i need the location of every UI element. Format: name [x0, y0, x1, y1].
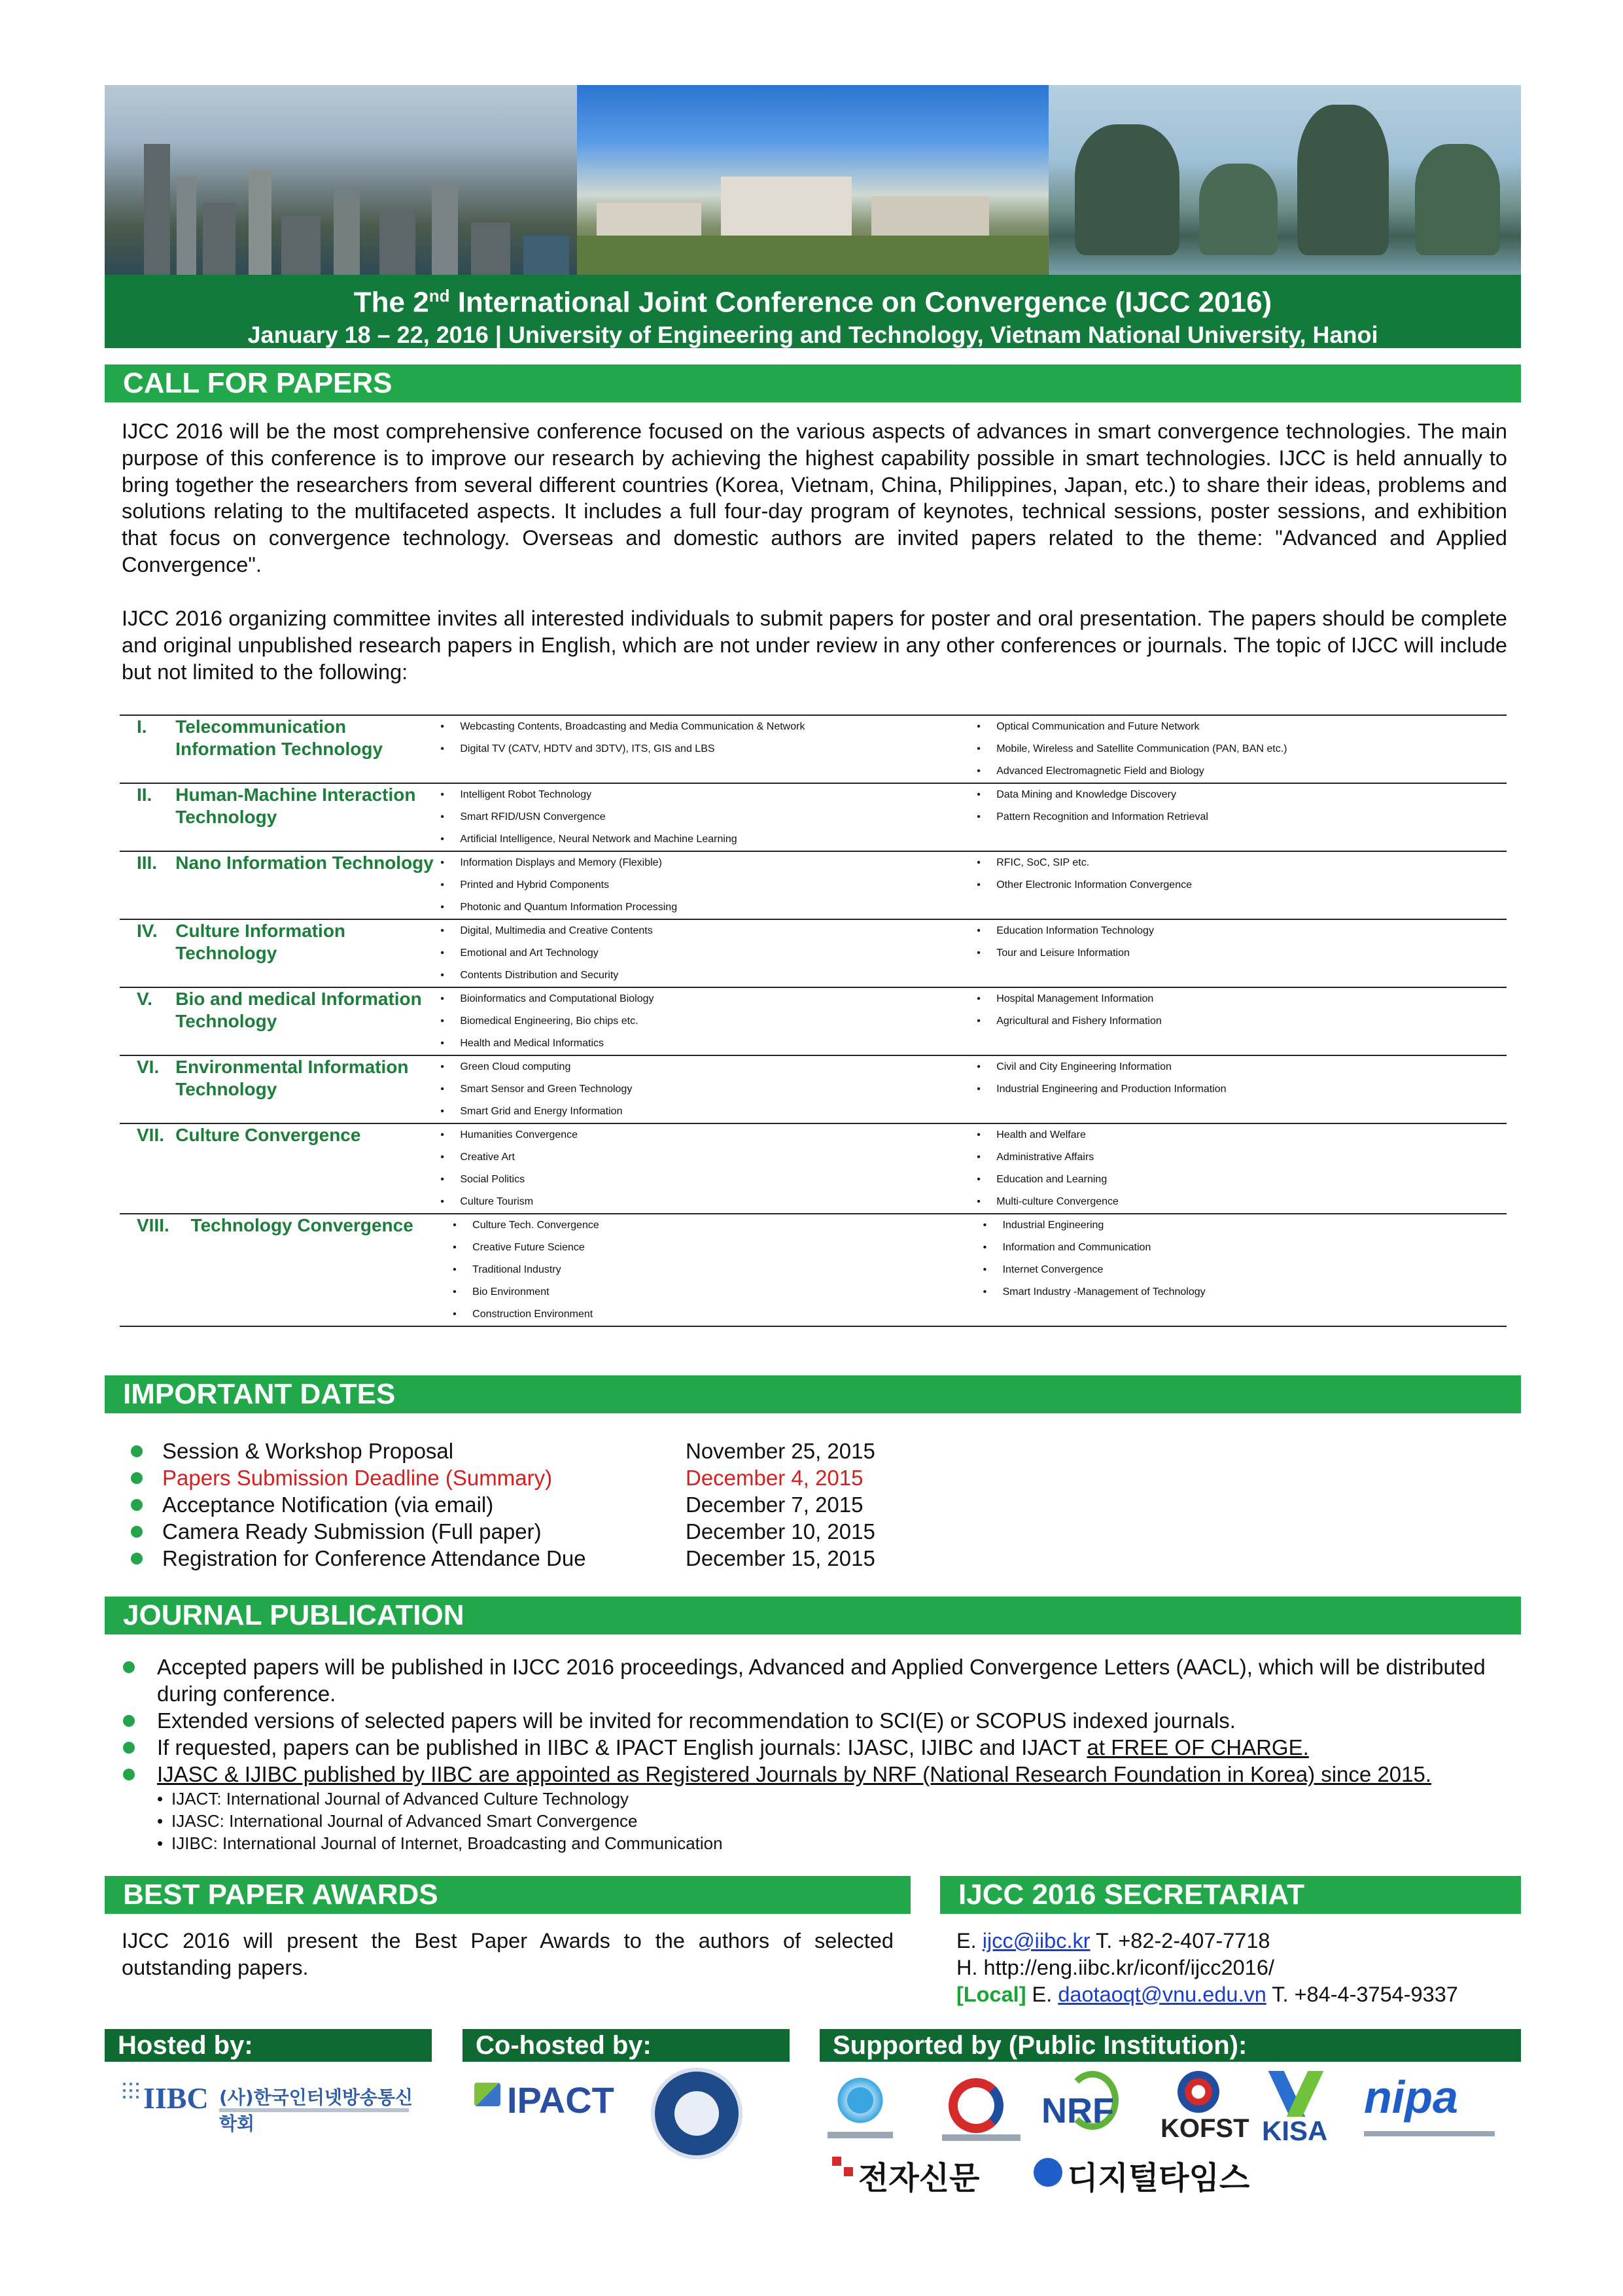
topic-subtopic: • Information Displays and Memory (Flexible) — [434, 852, 970, 874]
topic-row — [120, 987, 1507, 1055]
topic-subtopic: • Pattern Recognition and Information Retrieval — [970, 806, 1507, 828]
secretariat-homepage[interactable]: H. http://eng.iibc.kr/iconf/ijcc2016/ — [956, 1955, 1274, 1979]
awards-heading: BEST PAPER AWARDS — [105, 1876, 911, 1914]
important-dates-heading: IMPORTANT DATES — [105, 1375, 1521, 1413]
secretariat-email-link[interactable]: ijcc@iibc.kr — [982, 1929, 1091, 1952]
bullet-dot — [131, 1445, 143, 1457]
journal-heading: JOURNAL PUBLICATION — [105, 1597, 1521, 1634]
topic-subtopic: • Health and Welfare — [970, 1124, 1507, 1146]
topic-subtopic-list — [977, 1214, 1507, 1326]
topic-number: V. — [137, 989, 152, 1009]
topic-subtopic: • Industrial Engineering and Production Information — [970, 1078, 1507, 1101]
nipa-logo: nipa — [1364, 2071, 1501, 2149]
topic-subtopic: • Multi-culture Convergence — [970, 1191, 1507, 1213]
date-value: December 10, 2015 — [686, 1519, 875, 1544]
bullet-dot — [131, 1499, 143, 1511]
journal-list — [118, 1653, 1505, 1854]
topic-name: Human-Machine Interaction Technology — [175, 785, 416, 827]
topic-subtopic-list — [434, 784, 970, 851]
topics-table — [120, 715, 1507, 1327]
topic-subtopic-list — [970, 1124, 1507, 1213]
journal-sub-item: • IJACT: International Journal of Advanced Culture Technology — [118, 1788, 1505, 1810]
ministry-logo — [828, 2074, 893, 2146]
topic-subtopic: • Digital TV (CATV, HDTV and 3DTV), ITS, GIS and LBS — [434, 738, 970, 760]
topic-subtopic: • Advanced Electromagnetic Field and Biology — [970, 760, 1507, 783]
topic-row — [120, 1213, 1507, 1327]
date-row — [131, 1464, 875, 1491]
topic-number: VII. — [137, 1125, 165, 1145]
topic-subtopic: • Education and Learning — [970, 1169, 1507, 1191]
topic-subtopic-list — [970, 852, 1507, 919]
bullet-dot — [131, 1526, 143, 1538]
journal-item: Extended versions of selected papers will be invited for recommendation to SCI(E) or SCOPUS indexed journals. — [118, 1707, 1505, 1734]
topic-subtopic: • Printed and Hybrid Components — [434, 874, 970, 896]
topic-subtopic: • Agricultural and Fishery Information — [970, 1010, 1507, 1033]
topic-subtopic: • Smart Grid and Energy Information — [434, 1101, 970, 1123]
topic-row — [120, 1055, 1507, 1123]
topic-subtopic: • Civil and City Engineering Information — [970, 1056, 1507, 1078]
halong-bay-photo — [1049, 85, 1521, 275]
date-label: Camera Ready Submission (Full paper) — [162, 1519, 542, 1544]
date-value: December 4, 2015 — [686, 1466, 864, 1490]
bullet-dot — [131, 1472, 143, 1484]
topic-subtopic: • Green Cloud computing — [434, 1056, 970, 1078]
date-value: December 15, 2015 — [686, 1546, 875, 1570]
topic-number: VIII. — [137, 1215, 169, 1235]
topic-row — [120, 1123, 1507, 1213]
topic-subtopic-list — [970, 920, 1507, 987]
topic-number: IV. — [137, 921, 158, 941]
topic-subtopic: • Bioinformatics and Computational Biology — [434, 988, 970, 1010]
secretariat-info: E. ijcc@iibc.kr T. +82-2-407-7718 H. http://eng.iibc.kr/iconf/ijcc2016/ [Local] E. daotaoqt@vnu.edu.vn T. +84-4-3754-9337 — [956, 1928, 1519, 2007]
date-row — [131, 1545, 875, 1572]
topic-subtopic-list — [970, 988, 1507, 1055]
topic-name: Telecommunication Information Technology — [175, 716, 383, 759]
date-label: Acceptance Notification (via email) — [162, 1492, 494, 1517]
journal-sub-item: • IJASC: International Journal of Advanced Smart Convergence — [118, 1810, 1505, 1832]
topic-name: Bio and medical Information Technology — [175, 989, 422, 1031]
topic-subtopic: • Digital, Multimedia and Creative Contents — [434, 920, 970, 942]
ipact-logo: IPACT — [474, 2077, 625, 2123]
topic-row — [120, 919, 1507, 987]
important-dates-list — [131, 1438, 875, 1572]
hosted-by-label: Hosted by: — [105, 2029, 432, 2062]
topic-name: Technology Convergence — [190, 1215, 413, 1235]
topic-subtopic: • Creative Future Science — [446, 1237, 976, 1259]
topic-subtopic-list — [434, 716, 970, 783]
topic-subtopic: • RFIC, SoC, SIP etc. — [970, 852, 1507, 874]
topic-subtopic: • Tour and Leisure Information — [970, 942, 1507, 964]
cohosted-by-label: Co-hosted by: — [462, 2029, 790, 2062]
topic-subtopic: • Photonic and Quantum Information Processing — [434, 896, 970, 919]
topic-subtopic: • Information and Communication — [977, 1237, 1507, 1259]
topic-row — [120, 783, 1507, 851]
topic-subtopic: • Webcasting Contents, Broadcasting and Media Communication & Network — [434, 716, 970, 738]
date-row — [131, 1518, 875, 1545]
header-photo-strip — [105, 85, 1521, 275]
topic-subtopic: • Internet Convergence — [977, 1259, 1507, 1281]
local-email-link[interactable]: daotaoqt@vnu.edu.vn — [1058, 1982, 1266, 2006]
topic-subtopic-list — [434, 852, 970, 919]
campus-photo — [577, 85, 1049, 275]
topic-subtopic: • Industrial Engineering — [977, 1214, 1507, 1237]
topic-subtopic: • Data Mining and Knowledge Discovery — [970, 784, 1507, 806]
topic-subtopic-list — [434, 1056, 970, 1123]
iibc-logo: IIBC (사)한국인터넷방송통신학회 — [121, 2074, 422, 2127]
topic-subtopic: • Traditional Industry — [446, 1259, 976, 1281]
topic-name: Environmental Information Technology — [175, 1057, 409, 1099]
topic-subtopic: • Smart Industry -Management of Technology — [977, 1281, 1507, 1303]
topic-subtopic: • Smart Sensor and Green Technology — [434, 1078, 970, 1101]
topic-subtopic: • Artificial Intelligence, Neural Network and Machine Learning — [434, 828, 970, 851]
topic-subtopic: • Intelligent Robot Technology — [434, 784, 970, 806]
topic-subtopic: • Culture Tourism — [434, 1191, 970, 1213]
supported-by-label: Supported by (Public Institution): — [820, 2029, 1521, 2062]
topic-subtopic-list — [970, 1056, 1507, 1123]
topic-number: III. — [137, 853, 158, 873]
nrf-logo: NRF — [1040, 2071, 1138, 2149]
date-label: Registration for Conference Attendance Due — [162, 1546, 586, 1570]
topic-subtopic-list — [446, 1214, 976, 1326]
date-value: December 7, 2015 — [686, 1492, 864, 1517]
journal-item: If requested, papers can be published in IIBC & IPACT English journals: IJASC, IJIBC and IJACT at FREE OF CHARGE. — [118, 1734, 1505, 1761]
secretariat-heading: IJCC 2016 SECRETARIAT — [940, 1876, 1521, 1914]
hanoi-city-photo — [105, 85, 577, 275]
topic-number: II. — [137, 785, 152, 805]
topic-subtopic: • Contents Distribution and Security — [434, 964, 970, 987]
date-label: Session & Workshop Proposal — [162, 1439, 454, 1463]
topic-number: I. — [137, 716, 147, 737]
journal-item: IJASC & IJIBC published by IIBC are appointed as Registered Journals by NRF (National Research Foundation in Korea) since 2015. — [118, 1761, 1505, 1788]
topic-subtopic-list — [970, 716, 1507, 783]
topic-subtopic: • Mobile, Wireless and Satellite Communication (PAN, BAN etc.) — [970, 738, 1507, 760]
kcc-logo — [942, 2074, 1021, 2146]
topic-subtopic-list — [434, 920, 970, 987]
topic-subtopic: • Optical Communication and Future Network — [970, 716, 1507, 738]
topic-name: Nano Information Technology — [175, 853, 434, 873]
topic-subtopic-list — [434, 988, 970, 1055]
date-value: November 25, 2015 — [686, 1439, 875, 1463]
conference-subtitle: January 18 – 22, 2016 | University of Engineering and Technology, Vietnam National University, Hanoi — [247, 321, 1378, 348]
conference-title: The 2nd International Joint Conference on Convergence (IJCC 2016) — [353, 286, 1272, 319]
cfp-paragraph-2: IJCC 2016 organizing committee invites all interested individuals to submit papers for poster and oral presentation. The papers should be complete and original unpublished research papers in English, which are not under review in any other conferences or journals. The topic of IJCC will include but not limited to the following: — [122, 607, 1507, 684]
topic-number: VI. — [137, 1057, 160, 1077]
topic-subtopic: • Administrative Affairs — [970, 1146, 1507, 1169]
topic-subtopic: • Humanities Convergence — [434, 1124, 970, 1146]
etnews-logo: 전자신문 — [832, 2153, 1015, 2199]
topic-subtopic: • Smart RFID/USN Convergence — [434, 806, 970, 828]
journal-sub-item: • IJIBC: International Journal of Internet, Broadcasting and Communication — [118, 1832, 1505, 1854]
topic-subtopic: • Bio Environment — [446, 1281, 976, 1303]
topic-subtopic: • Other Electronic Information Convergence — [970, 874, 1507, 896]
cfp-paragraph-1: IJCC 2016 will be the most comprehensive conference focused on the various aspects of advances in smart convergence technologies. The main purpose of this conference is to improve our research by achieving the highest capability possible in smart technologies. IJCC is held annually to bring together the researchers from several different countries (Korea, Vietnam, China, Philippines, Japan, etc.) to share their ideas, problems and solutions relating to the multifaceted aspects. It includes a full four-day program of keynotes, technical sessions, poster sessions, and exhibition that focus on convergence technology. Overseas and domestic authors are invited papers related to the theme: "Advanced and Applied Convergence". — [122, 419, 1507, 576]
kofst-logo: KOFST — [1158, 2071, 1243, 2149]
topic-row — [120, 851, 1507, 919]
topic-subtopic: • Health and Medical Informatics — [434, 1033, 970, 1055]
topic-subtopic-list — [970, 784, 1507, 851]
topic-subtopic: • Hospital Management Information — [970, 988, 1507, 1010]
date-row — [131, 1438, 875, 1464]
topic-subtopic: • Creative Art — [434, 1146, 970, 1169]
title-band — [105, 275, 1521, 348]
topic-name: Culture Convergence — [175, 1125, 361, 1145]
digital-times-logo: 디지털타임스 — [1034, 2153, 1256, 2199]
topic-subtopic-list — [434, 1124, 970, 1213]
date-label: Papers Submission Deadline (Summary) — [162, 1466, 553, 1490]
topic-row — [120, 715, 1507, 783]
kisa-logo: KISA — [1259, 2071, 1344, 2149]
topic-subtopic: • Education Information Technology — [970, 920, 1507, 942]
bullet-dot — [131, 1553, 143, 1564]
topic-name: Culture Information Technology — [175, 921, 346, 963]
topic-subtopic: • Biomedical Engineering, Bio chips etc. — [434, 1010, 970, 1033]
vnu-seal-logo — [651, 2068, 742, 2159]
journal-item: Accepted papers will be published in IJCC 2016 proceedings, Advanced and Applied Convergence Letters (AACL), which will be distributed during conference. — [118, 1653, 1505, 1707]
awards-text: IJCC 2016 will present the Best Paper Awards to the authors of selected outstanding papers. — [122, 1929, 894, 1979]
cfp-heading: CALL FOR PAPERS — [105, 364, 1521, 402]
topic-subtopic: • Emotional and Art Technology — [434, 942, 970, 964]
date-row — [131, 1491, 875, 1518]
topic-subtopic: • Construction Environment — [446, 1303, 976, 1326]
topic-subtopic: • Culture Tech. Convergence — [446, 1214, 976, 1237]
topic-subtopic: • Social Politics — [434, 1169, 970, 1191]
